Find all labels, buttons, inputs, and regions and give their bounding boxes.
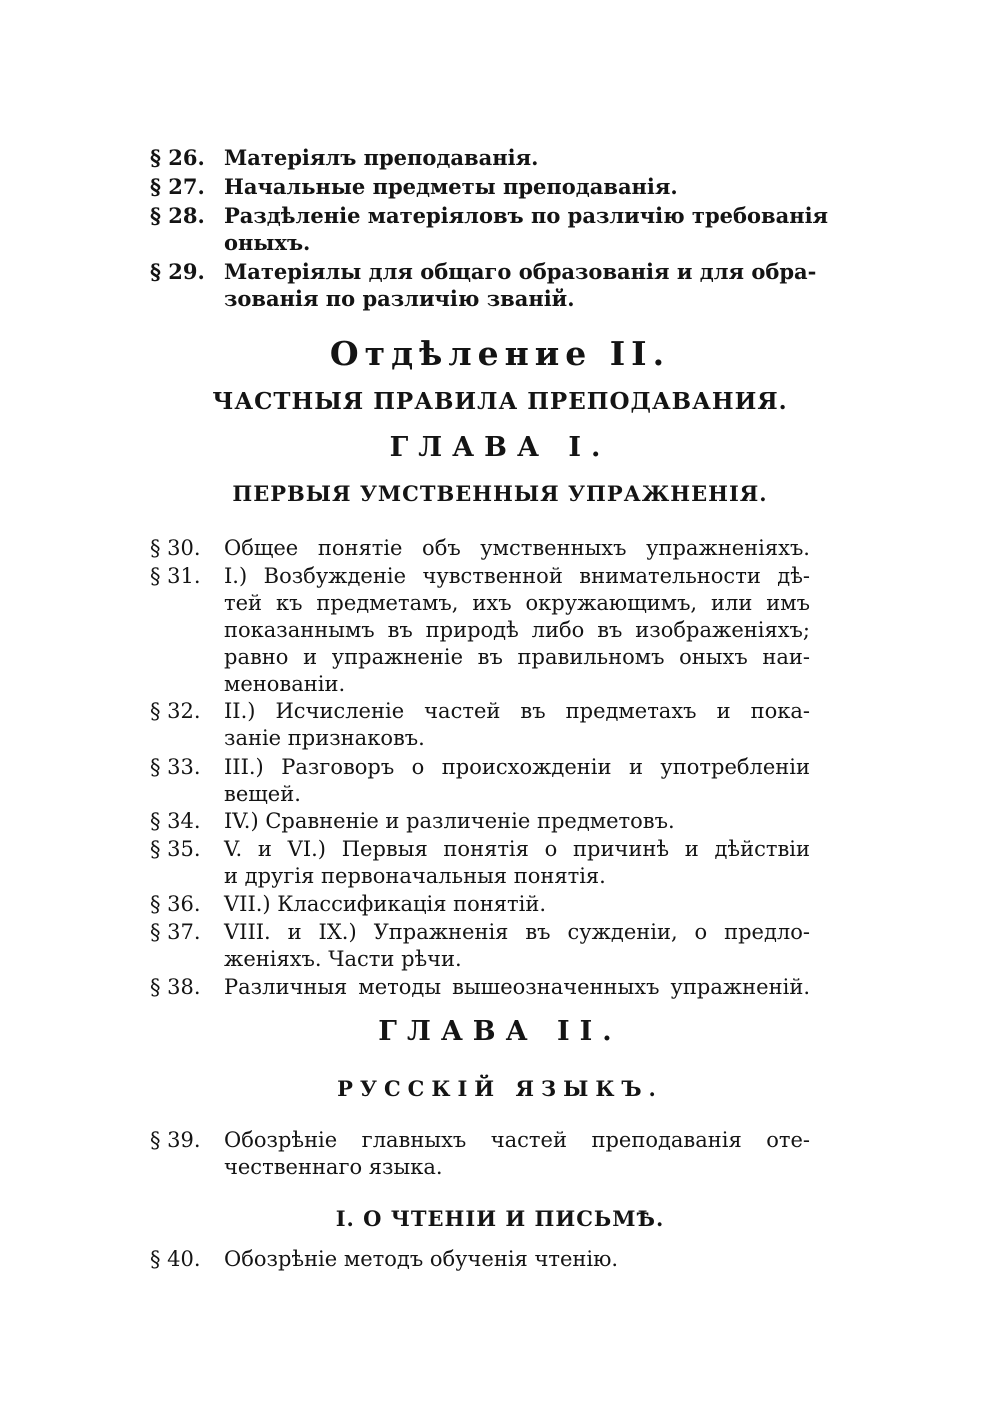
- toc-entry-36: [150, 891, 810, 918]
- toc-entry-30: [150, 535, 810, 562]
- entry-number: § 30.: [150, 536, 201, 560]
- toc-entry-40: [150, 1246, 810, 1273]
- entry-text-line: VIII. и IX.) Упражненія въ сужденіи, о предло-: [224, 920, 810, 944]
- entry-number: § 36.: [150, 892, 201, 916]
- entry-text: IV.) Сравненіе и различеніе предметовъ.: [224, 809, 675, 833]
- chapter-2-subtitle: РУССКІЙ ЯЗЫКЪ.: [337, 1076, 663, 1101]
- entry-text-line: равно и упражненіе въ правильномъ оныхъ наи-: [224, 645, 810, 669]
- entry-number: § 27.: [150, 174, 205, 199]
- toc-entry-31: [150, 563, 810, 698]
- part-1-heading: I. О ЧТЕНІИ И ПИСЬМѢ.: [335, 1206, 665, 1231]
- chapter-1-subtitle: ПЕРВЫЯ УМСТВЕННЫЯ УПРАЖНЕНІЯ.: [232, 481, 768, 506]
- entry-number: § 28.: [150, 203, 205, 228]
- entry-text-line: I.) Возбужденіе чувственной внимательности дѣ-: [224, 564, 810, 588]
- entry-text-line: V. и VI.) Первыя понятія о причинѣ и дѣйствіи: [224, 837, 810, 861]
- entry-text-line: женіяхъ. Части рѣчи.: [224, 947, 462, 971]
- entry-text-line: менованіи.: [224, 672, 346, 696]
- entry-text: VII.) Классификація понятій.: [224, 892, 547, 916]
- entry-text-line: оныхъ.: [224, 230, 311, 255]
- entry-number: § 29.: [150, 259, 205, 284]
- entry-text-line: показаннымъ въ природѣ либо въ изображеніяхъ;: [224, 618, 810, 642]
- entry-text-line: зованія по различію званій.: [224, 286, 575, 311]
- toc-entry-37: [150, 919, 810, 973]
- section-heading: Отдѣление II.: [329, 334, 671, 373]
- entry-text: Различныя методы вышеозначенныхъ упражненій.: [224, 975, 810, 999]
- toc-entry-28: [150, 202, 829, 256]
- entry-text-line: вещей.: [224, 782, 301, 806]
- entry-text: Начальные предметы преподаванія.: [224, 174, 678, 199]
- entry-text-line: Матеріялы для общаго образованія и для обра-: [224, 259, 817, 284]
- entry-text-line: чественнаго языка.: [224, 1155, 443, 1179]
- entry-text-line: и другія первоначальныя понятія.: [224, 864, 606, 888]
- entry-text-line: Обозрѣніе главныхъ частей преподаванія оте-: [224, 1128, 810, 1152]
- entry-number: § 39.: [150, 1128, 201, 1152]
- entry-text-line: заніе признаковъ.: [224, 726, 425, 750]
- entry-number: § 31.: [150, 564, 201, 588]
- entry-number: § 26.: [150, 145, 205, 170]
- toc-entry-26: [150, 144, 810, 171]
- entry-number: § 37.: [150, 920, 201, 944]
- entry-number: § 33.: [150, 755, 201, 779]
- entry-text: Общее понятіе объ умственныхъ упражненіяхъ.: [224, 536, 810, 560]
- entry-text-line: III.) Разговоръ о происхожденіи и употребленіи: [224, 755, 810, 779]
- entry-text: Обозрѣніе методъ обученія чтенію.: [224, 1247, 619, 1271]
- section-subtitle: ЧАСТНЫЯ ПРАВИЛА ПРЕПОДАВАНИЯ.: [212, 388, 788, 415]
- toc-entry-33: [150, 754, 810, 808]
- toc-entry-29: [150, 258, 817, 312]
- toc-entry-34: [150, 808, 810, 835]
- chapter-1-heading: ГЛАВА I.: [389, 432, 611, 463]
- toc-entry-39: [150, 1127, 810, 1181]
- entry-number: § 34.: [150, 809, 201, 833]
- entry-text-line: тей къ предметамъ, ихъ окружающимъ, или имъ: [224, 591, 810, 615]
- toc-entry-27: [150, 173, 810, 200]
- entry-text: Матеріялъ преподаванія.: [224, 145, 539, 170]
- toc-entry-35: [150, 836, 810, 890]
- entry-number: § 40.: [150, 1247, 201, 1271]
- chapter-2-heading: ГЛАВА II.: [378, 1016, 622, 1047]
- toc-entry-38: [150, 974, 810, 1001]
- entry-text-line: Раздѣленіе матеріяловъ по различію требованія: [224, 203, 829, 228]
- entry-text-line: II.) Исчисленіе частей въ предметахъ и пока-: [224, 699, 810, 723]
- entry-number: § 38.: [150, 975, 201, 999]
- entry-number: § 32.: [150, 699, 201, 723]
- toc-entry-32: [150, 698, 810, 752]
- entry-number: § 35.: [150, 837, 201, 861]
